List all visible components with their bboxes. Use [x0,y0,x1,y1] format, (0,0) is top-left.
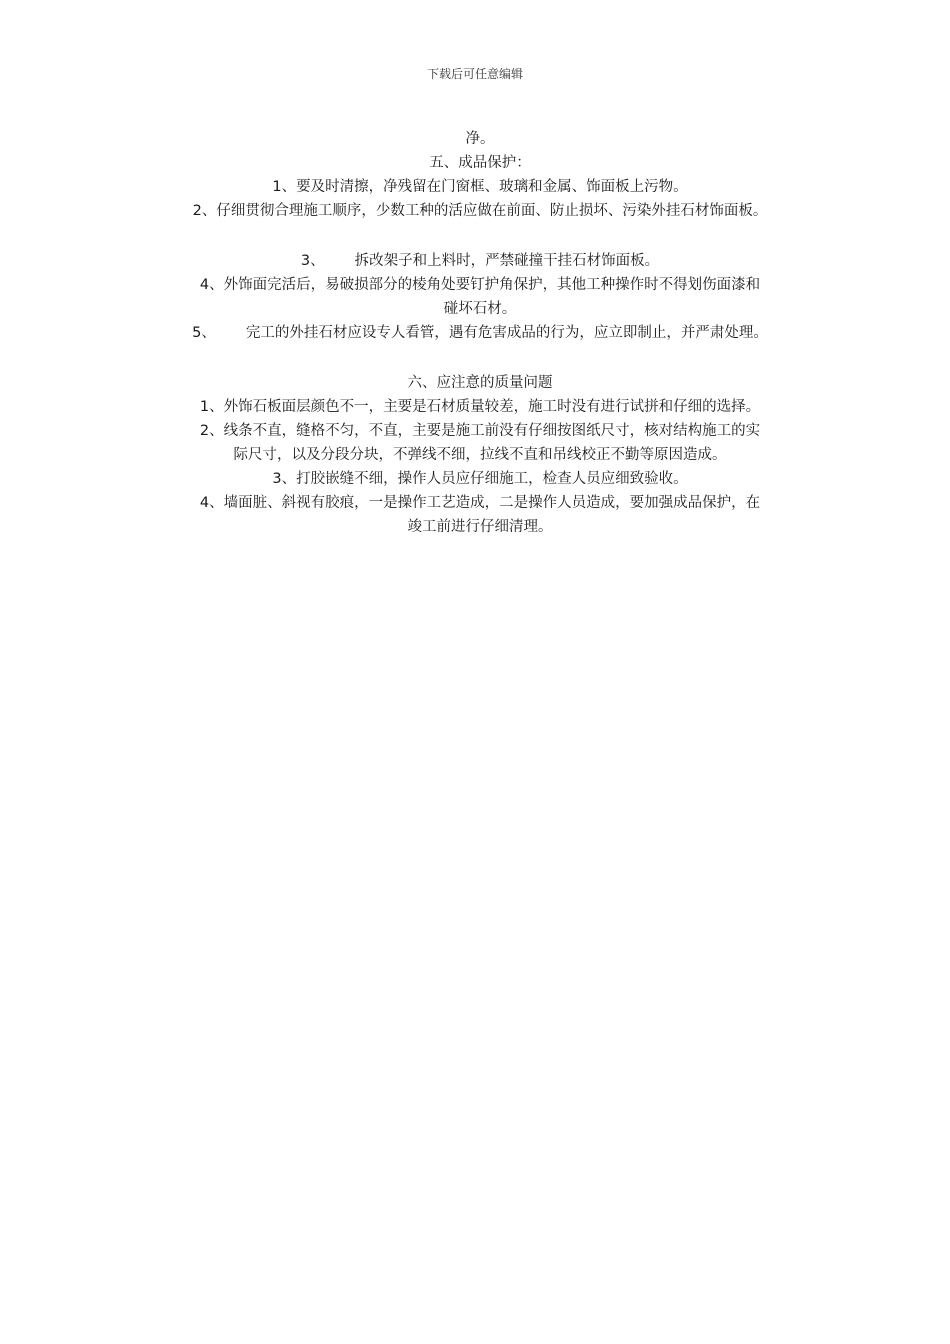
list-number: 2、 [192,203,217,219]
list-text: 仔细贯彻合理施工顺序，少数工种的活应做在前面、防止损坏、污染外挂石材饰面板。 [216,203,768,219]
list-item [150,467,810,491]
section-title-6: 六、应注意的质量问题 [407,375,553,391]
section-title-5: 五、成品保护： [429,155,531,171]
list-item [150,419,810,443]
list-item-continuation: 碰坏石材。 [443,301,517,317]
list-number: 3、 [272,471,297,487]
list-item [150,273,810,297]
paragraph-continuation: 净。 [465,131,495,147]
list-item [150,249,810,273]
list-item [150,321,810,345]
list-text: 要及时清擦，净残留在门窗框、玻璃和金属、饰面板上污物。 [296,179,688,195]
list-item-continuation: 竣工前进行仔细清理。 [407,519,553,535]
list-item [150,175,810,199]
list-number: 2、 [199,423,224,439]
list-text: 打胶嵌缝不细，操作人员应仔细施工，检查人员应细致验收。 [296,471,688,487]
list-number: 1、 [199,399,224,415]
list-item [150,199,810,223]
document-body [150,127,810,539]
spacer [150,223,810,249]
list-item [150,491,810,515]
list-text: 线条不直，缝格不匀，不直，主要是施工前没有仔细按图纸尺寸，核对结构施工的实 [223,423,761,439]
list-number: 3、 [300,253,325,269]
page-header: 下载后可任意编辑 [426,67,523,81]
spacer [150,345,810,371]
list-number: 1、 [272,179,297,195]
list-text: 拆改架子和上料时，严禁碰撞干挂石材饰面板。 [354,253,660,269]
list-number: 4、 [199,495,224,511]
list-number: 5、 [192,325,216,341]
list-item [150,395,810,419]
list-text: 墙面脏、斜视有胶痕，一是操作工艺造成，二是操作人员造成，要加强成品保护，在 [223,495,761,511]
list-number: 4、 [199,277,224,293]
list-text: 外饰石板面层颜色不一，主要是石材质量较差，施工时没有进行试拼和仔细的选择。 [223,399,761,415]
list-text: 完工的外挂石材应设专人看管，遇有危害成品的行为，应立即制止，并严肃处理。 [245,325,768,341]
list-item-continuation: 际尺寸，以及分段分块，不弹线不细，拉线不直和吊线校正不勤等原因造成。 [233,447,727,463]
list-text: 外饰面完活后，易破损部分的棱角处要钉护角保护，其他工种操作时不得划伤面漆和 [223,277,761,293]
